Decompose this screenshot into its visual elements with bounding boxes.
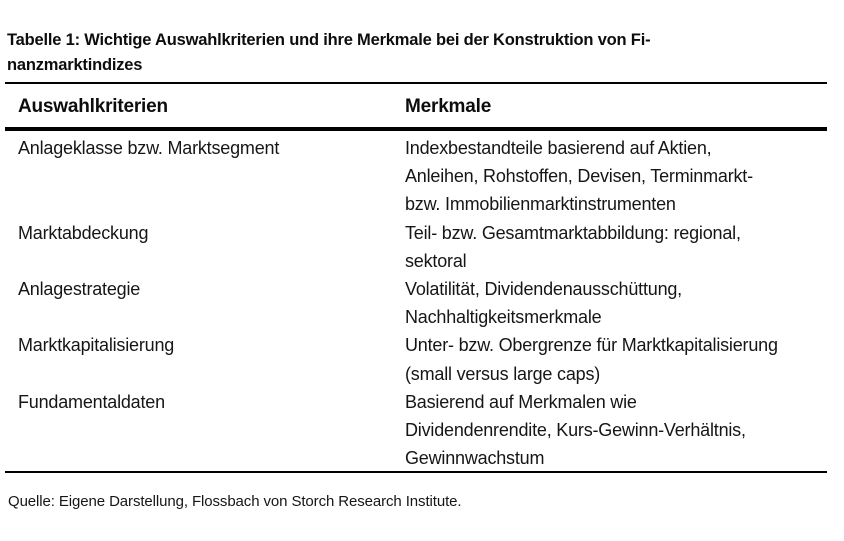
table-row-anlagestrategie	[0, 275, 844, 331]
criterion-cell: Anlageklasse bzw. Marktsegment	[18, 138, 280, 158]
merkmale-line: Dividendenrendite, Kurs-Gewinn-Verhältnis,	[405, 420, 746, 441]
table-header-rule	[5, 127, 827, 131]
table-bottom-rule	[5, 471, 827, 473]
criterion-cell: Fundamentaldaten	[18, 391, 165, 412]
table-caption	[7, 28, 807, 78]
table-header-row	[0, 94, 844, 120]
merkmale-line: Indexbestandteile basierend auf Aktien,	[405, 138, 712, 158]
merkmale-cell	[405, 331, 844, 387]
table-row-marktabdeckung	[0, 219, 844, 275]
merkmale-line: Volatilität, Dividendenausschüttung,	[405, 279, 682, 300]
merkmale-line: Unter- bzw. Obergrenze für Marktkapitalisierung	[405, 335, 778, 356]
merkmale-line: Nachhaltigkeitsmerkmale	[405, 307, 602, 328]
merkmale-cell	[405, 388, 844, 473]
table-top-rule	[5, 82, 827, 84]
merkmale-line: (small versus large caps)	[405, 363, 601, 384]
merkmale-line: bzw. Immobilienmarktinstrumenten	[405, 194, 676, 215]
column-header-auswahlkriterien: Auswahlkriterien	[18, 96, 168, 117]
table-row-anlageklasse	[0, 134, 844, 219]
table-body	[0, 134, 844, 472]
table-row-fundamentaldaten	[0, 388, 844, 473]
merkmale-line: sektoral	[405, 250, 467, 271]
merkmale-line: Basierend auf Merkmalen wie	[405, 391, 637, 412]
merkmale-line: Gewinnwachstum	[405, 448, 545, 469]
merkmale-line: Anleihen, Rohstoffen, Devisen, Terminmarkt-	[405, 166, 753, 187]
table-row-marktkapitalisierung	[0, 331, 844, 387]
criterion-cell: Marktkapitalisierung	[18, 335, 175, 356]
merkmale-cell	[405, 219, 844, 275]
merkmale-line: Teil- bzw. Gesamtmarktabbildung: regional,	[405, 222, 741, 243]
merkmale-cell	[405, 275, 844, 331]
criterion-cell: Marktabdeckung	[18, 222, 149, 243]
criterion-cell: Anlagestrategie	[18, 279, 141, 300]
column-header-merkmale: Merkmale	[405, 96, 492, 117]
source-note: Quelle: Eigene Darstellung, Flossbach von Storch Research Institute.	[8, 493, 462, 510]
table-caption-line-2: nanzmarktindizes	[7, 56, 143, 74]
table-caption-line-1: Tabelle 1: Wichtige Auswahlkriterien und ihre Merkmale bei der Konstruktion von Fi-	[7, 31, 651, 49]
merkmale-cell	[405, 134, 844, 219]
